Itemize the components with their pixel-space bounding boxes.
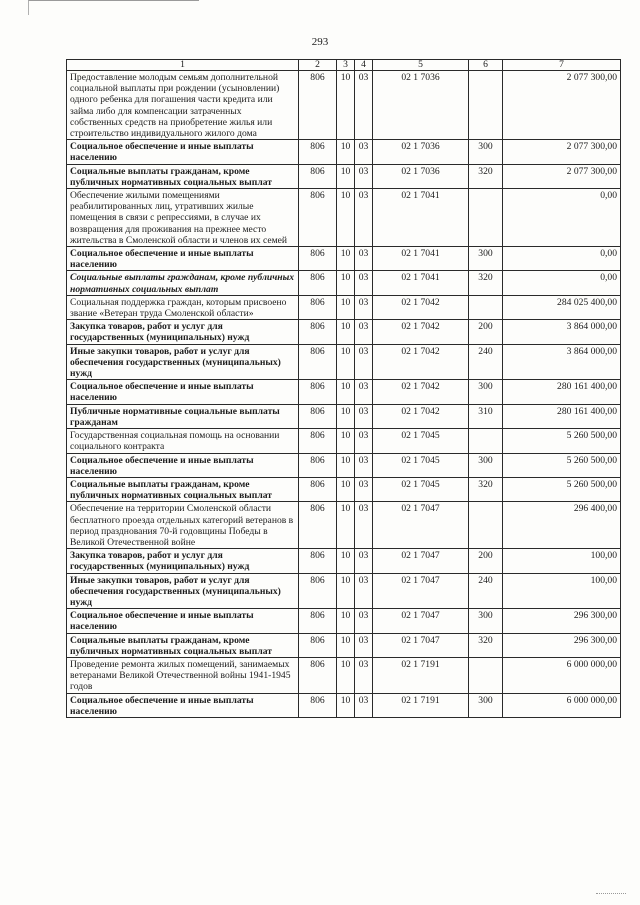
cell-target-article: 02 1 7041 [373,271,469,295]
row-name: Закупка товаров, работ и услуг для государственных (муниципальных) нужд [67,320,299,344]
table-row [67,609,621,633]
cell-amount: 280 161 400,00 [503,404,621,428]
cell-target-article: 02 1 7047 [373,549,469,573]
cell-admin-code: 806 [299,502,337,549]
cell-subsection: 03 [355,657,373,693]
cell-section: 10 [337,247,355,271]
cell-target-article: 02 1 7047 [373,573,469,609]
cell-target-article: 02 1 7042 [373,404,469,428]
cell-expense-type: 310 [469,404,503,428]
cell-subsection: 03 [355,693,373,717]
scan-edge-artifact [596,893,626,895]
cell-amount: 5 260 500,00 [503,453,621,477]
cell-expense-type: 240 [469,344,503,380]
cell-admin-code: 806 [299,633,337,657]
row-name: Социальное обеспечение и иные выплаты населению [67,247,299,271]
cell-subsection: 03 [355,502,373,549]
cell-admin-code: 806 [299,271,337,295]
cell-section: 10 [337,429,355,453]
row-name: Иные закупки товаров, работ и услуг для обеспечения государственных (муниципальных) нужд [67,573,299,609]
cell-expense-type: 200 [469,320,503,344]
cell-section: 10 [337,453,355,477]
cell-section: 10 [337,380,355,404]
column-header: 5 [373,60,469,71]
cell-amount: 5 260 500,00 [503,429,621,453]
row-name: Предоставление молодым семьям дополнительной социальной выплаты при рождении (усыновлении) одного ребенка для погашения части кредита или займа либо для компенсации затраченных собственных средств на приобретение жилья или строительство индивидуального жилого дома [67,71,299,140]
scan-border-artifact [28,0,199,15]
cell-amount: 2 077 300,00 [503,164,621,188]
cell-subsection: 03 [355,633,373,657]
cell-subsection: 03 [355,429,373,453]
table-row [67,295,621,319]
cell-target-article: 02 1 7047 [373,609,469,633]
table-row [67,477,621,501]
cell-target-article: 02 1 7042 [373,380,469,404]
cell-amount: 6 000 000,00 [503,693,621,717]
table-row [67,164,621,188]
cell-admin-code: 806 [299,189,337,247]
cell-target-article: 02 1 7045 [373,429,469,453]
cell-expense-type [469,429,503,453]
cell-subsection: 03 [355,320,373,344]
cell-subsection: 03 [355,344,373,380]
cell-subsection: 03 [355,404,373,428]
cell-section: 10 [337,573,355,609]
cell-admin-code: 806 [299,344,337,380]
column-header: 2 [299,60,337,71]
cell-expense-type [469,657,503,693]
cell-target-article: 02 1 7042 [373,295,469,319]
cell-target-article: 02 1 7036 [373,164,469,188]
cell-expense-type: 300 [469,140,503,164]
cell-subsection: 03 [355,271,373,295]
cell-section: 10 [337,344,355,380]
cell-target-article: 02 1 7047 [373,633,469,657]
cell-subsection: 03 [355,573,373,609]
table-row [67,502,621,549]
row-name: Публичные нормативные социальные выплаты гражданам [67,404,299,428]
cell-amount: 0,00 [503,189,621,247]
row-name: Социальные выплаты гражданам, кроме публичных нормативных социальных выплат [67,164,299,188]
column-header: 3 [337,60,355,71]
cell-expense-type: 320 [469,633,503,657]
cell-section: 10 [337,140,355,164]
cell-subsection: 03 [355,380,373,404]
cell-admin-code: 806 [299,549,337,573]
table-row [67,573,621,609]
cell-admin-code: 806 [299,453,337,477]
cell-expense-type [469,502,503,549]
cell-amount: 296 300,00 [503,633,621,657]
cell-target-article: 02 1 7042 [373,344,469,380]
row-name: Социальные выплаты гражданам, кроме публичных нормативных социальных выплат [67,477,299,501]
cell-amount: 296 400,00 [503,502,621,549]
table-row [67,189,621,247]
cell-expense-type: 300 [469,693,503,717]
cell-expense-type: 300 [469,380,503,404]
cell-subsection: 03 [355,247,373,271]
cell-expense-type: 320 [469,477,503,501]
cell-admin-code: 806 [299,477,337,501]
row-name: Социальное обеспечение и иные выплаты населению [67,609,299,633]
cell-section: 10 [337,295,355,319]
row-name: Социальное обеспечение и иные выплаты населению [67,453,299,477]
cell-section: 10 [337,320,355,344]
cell-target-article: 02 1 7047 [373,502,469,549]
cell-admin-code: 806 [299,404,337,428]
cell-amount: 280 161 400,00 [503,380,621,404]
cell-expense-type: 300 [469,453,503,477]
cell-amount: 5 260 500,00 [503,477,621,501]
table-body [67,71,621,718]
cell-amount: 100,00 [503,573,621,609]
column-header: 6 [469,60,503,71]
table-row [67,657,621,693]
cell-amount: 284 025 400,00 [503,295,621,319]
row-name: Проведение ремонта жилых помещений, занимаемых ветеранами Великой Отечественной войны 1941-1945 годов [67,657,299,693]
cell-subsection: 03 [355,609,373,633]
cell-subsection: 03 [355,71,373,140]
cell-admin-code: 806 [299,140,337,164]
cell-section: 10 [337,189,355,247]
cell-expense-type: 240 [469,573,503,609]
cell-amount: 2 077 300,00 [503,140,621,164]
cell-admin-code: 806 [299,295,337,319]
cell-admin-code: 806 [299,247,337,271]
cell-admin-code: 806 [299,164,337,188]
cell-section: 10 [337,271,355,295]
cell-amount: 0,00 [503,247,621,271]
cell-section: 10 [337,609,355,633]
cell-section: 10 [337,633,355,657]
cell-expense-type [469,71,503,140]
cell-admin-code: 806 [299,320,337,344]
cell-expense-type [469,189,503,247]
cell-amount: 3 864 000,00 [503,344,621,380]
row-name: Социальные выплаты гражданам, кроме публичных нормативных социальных выплат [67,633,299,657]
column-header: 4 [355,60,373,71]
cell-section: 10 [337,502,355,549]
cell-admin-code: 806 [299,693,337,717]
cell-expense-type: 300 [469,247,503,271]
cell-section: 10 [337,164,355,188]
table-row [67,429,621,453]
cell-subsection: 03 [355,295,373,319]
cell-admin-code: 806 [299,71,337,140]
cell-subsection: 03 [355,140,373,164]
table-row [67,453,621,477]
row-name: Государственная социальная помощь на основании социального контракта [67,429,299,453]
cell-subsection: 03 [355,453,373,477]
cell-section: 10 [337,404,355,428]
table-row [67,380,621,404]
cell-target-article: 02 1 7045 [373,453,469,477]
cell-target-article: 02 1 7041 [373,189,469,247]
cell-section: 10 [337,71,355,140]
cell-target-article: 02 1 7036 [373,140,469,164]
cell-amount: 3 864 000,00 [503,320,621,344]
cell-subsection: 03 [355,477,373,501]
page-number: 293 [311,36,329,48]
cell-expense-type [469,295,503,319]
table-row [67,71,621,140]
cell-expense-type: 320 [469,164,503,188]
cell-admin-code: 806 [299,429,337,453]
table-row [67,271,621,295]
cell-admin-code: 806 [299,657,337,693]
table-row [67,404,621,428]
cell-amount: 0,00 [503,271,621,295]
row-name: Социальное обеспечение и иные выплаты населению [67,140,299,164]
cell-target-article: 02 1 7191 [373,693,469,717]
cell-subsection: 03 [355,549,373,573]
table-row [67,247,621,271]
cell-section: 10 [337,693,355,717]
cell-target-article: 02 1 7045 [373,477,469,501]
cell-amount: 100,00 [503,549,621,573]
table-row [67,344,621,380]
column-number-row [67,60,621,71]
cell-target-article: 02 1 7191 [373,657,469,693]
cell-expense-type: 300 [469,609,503,633]
cell-section: 10 [337,549,355,573]
cell-target-article: 02 1 7042 [373,320,469,344]
row-name: Иные закупки товаров, работ и услуг для обеспечения государственных (муниципальных) нужд [67,344,299,380]
table-row [67,549,621,573]
cell-section: 10 [337,657,355,693]
cell-subsection: 03 [355,164,373,188]
column-header: 1 [67,60,299,71]
cell-amount: 6 000 000,00 [503,657,621,693]
cell-section: 10 [337,477,355,501]
row-name: Обеспечение на территории Смоленской области бесплатного проезда отдельных категорий ветеранов в период празднования 70-й годовщины Победы в Великой Отечественной войне [67,502,299,549]
cell-admin-code: 806 [299,573,337,609]
cell-target-article: 02 1 7041 [373,247,469,271]
table-row [67,633,621,657]
row-name: Социальное обеспечение и иные выплаты населению [67,693,299,717]
row-name: Социальные выплаты гражданам, кроме публичных нормативных социальных выплат [67,271,299,295]
table-row [67,693,621,717]
cell-subsection: 03 [355,189,373,247]
table-row [67,140,621,164]
row-name: Социальное обеспечение и иные выплаты населению [67,380,299,404]
column-header: 7 [503,60,621,71]
cell-target-article: 02 1 7036 [373,71,469,140]
row-name: Обеспечение жилыми помещениями реабилитированных лиц, утративших жилые помещения в связи с репрессиями, в случае их возвращения для проживания на прежнее место жительства в Смоленской области и членов их семей [67,189,299,247]
table-row [67,320,621,344]
cell-expense-type: 200 [469,549,503,573]
cell-amount: 296 300,00 [503,609,621,633]
cell-amount: 2 077 300,00 [503,71,621,140]
budget-table [66,59,621,718]
cell-admin-code: 806 [299,609,337,633]
cell-admin-code: 806 [299,380,337,404]
row-name: Закупка товаров, работ и услуг для государственных (муниципальных) нужд [67,549,299,573]
row-name: Социальная поддержка граждан, которым присвоено звание «Ветеран труда Смоленской области» [67,295,299,319]
cell-expense-type: 320 [469,271,503,295]
